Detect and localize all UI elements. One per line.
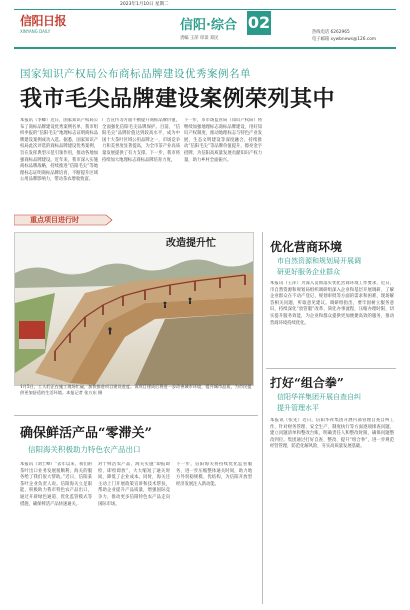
bottom-article-column-2: 对于鲜活农产品，海关实施“即报即检、即检即放”，大大缩短了通关时间，降低了企业成本。同时，海关还主动上门开展政策宣讲和技术帮扶，帮助企业提升产品质量，增强国际竞争力，推动更多信阳特色农产品走向国际市场。 <box>98 462 170 507</box>
contact-email: 电子邮箱 xywbnews@126.com <box>312 37 377 42</box>
article-headline: 我市毛尖品牌建设案例荣列其中 <box>20 86 336 112</box>
bottom-article-headline: 确保鲜活产品“零滞关” <box>20 426 152 441</box>
right-article-headline: 优化营商环境 <box>270 240 343 254</box>
column-divider <box>262 232 263 604</box>
contact-phone: 热线电话 6262965 <box>312 30 350 35</box>
feature-banner-label: 重点项目进行时 <box>30 216 79 224</box>
right-article-subhead-2: 研更好服务企业群众 <box>277 268 340 276</box>
article-column-1: 本报讯（李卿）近日，国家知识产权局公布了商标品牌建设优秀案例名单，我市组织申报的“信阳毛尖”地理标志证明商标品牌建设案例成功入选。据悉，国家知识产权局此次评选的商标品牌建设优秀案例，旨在发挥典型示范引领作用，推动各地加强商标品牌建设。近年来，我市深入实施商标品牌战略，持续推进“信阳毛尖”等地理标志证明商标品牌培育，不断提升区域公用品牌影响力，带动茶农增收致富。 <box>20 118 98 183</box>
page-number: 02 <box>247 11 271 35</box>
right-article-body: 本报讯（王萍）为深入贯彻落实优化营商环境工作要求，近日，市自然资源和规划局组织调研组深入企业和基层开展调研，了解企业群众在不动产登记、规划审批等方面的需求和困难，现场解答相关问题，听取意见建议。调研组指出，要牢固树立服务意识，持续深化“放管服”改革，简化办事流程，压缩办理时限，切实提升服务效能，为企业和群众提供更加便捷高效的服务，推动营商环境持续优化。 <box>270 281 394 326</box>
right-article-subhead: 市自然资源和规划局开展调 <box>277 257 361 265</box>
right-article-2-subhead-2: 提升管理水平 <box>277 404 319 412</box>
right-article-2-headline: 打好“组合拳” <box>270 376 344 390</box>
bottom-article-subhead: 信阳海关积极助力特色农产品出口 <box>28 445 141 454</box>
photo-caption: 1月5日，工人们正在施工现场忙碌，加快推进项目建设进度。该项目建成后将进一步改善城市环境，提升城市品质，为市民提供更加舒适的生活环境。本报记者 张万东 摄 <box>20 384 252 396</box>
section-title: 信阳·综合 <box>180 18 237 33</box>
contact-info <box>312 29 376 43</box>
header-bottom-rule <box>14 47 396 49</box>
issue-date: 2023年1月10日 星期二 <box>120 2 169 7</box>
right-article-2-subhead: 信阳华祥集团开展自查自纠 <box>277 393 361 401</box>
logo-text: 信阳日报 <box>20 14 67 28</box>
logo-subtext: XINYANG DAILY <box>20 29 51 34</box>
section-divider <box>14 415 258 416</box>
bottom-article-column-3: 下一步，信阳海关将持续优化监管服务，进一步压缩整体通关时间，助力地方外贸稳规模、优结构，为信阳开放型经济发展注入新动能。 <box>176 462 252 487</box>
newspaper-logo <box>20 12 110 34</box>
construction-scene <box>15 233 253 385</box>
feature-title: 改造提升忙 <box>166 238 216 249</box>
article-column-2: 广告宣传等方面不断提升商标品牌价值，全面强化信阳毛尖品牌保护。目前，“信阳毛尖”品牌价值达到较高水平，成为中国十大茶叶区域公用品牌之一，市场竞争力和美誉度显著提高，为全市茶产业高质量发展提供了有力支撑。下一步，我市将持续加大地理标志商标品牌培育力度。 <box>102 118 180 163</box>
article-kicker: 国家知识产权局公布商标品牌建设优秀案例名单 <box>20 68 251 80</box>
news-photo <box>14 232 254 386</box>
right-divider <box>266 368 396 369</box>
right-article-2-body: 本报讯（张先）近日，信阳华祥集团开展内部管理自查自纠工作，针对财务管理、安全生产、制度执行等方面逐项排查问题，建立问题清单和整改台账，明确责任人和整改时限，确保问题整改到位。集团通过打好自查、整改、提升“组合拳”，进一步规范经营管理，防范化解风险，夯实高质量发展基础。 <box>270 418 394 450</box>
article-column-3: 下一步，市市场监管局（知识产权局）将继续加强地理标志商标品牌建设，用好知识产权制度，推动地理标志与特色产业发展、生态文明建设等深度融合，持续推动“信阳毛尖”等品牌价值提升，擦亮金字招牌，为信阳高质量发展贡献知识产权力量，助力乡村全面振兴。 <box>184 118 262 163</box>
feature-banner <box>14 213 114 227</box>
bottom-article-column-1: 本报讯（刘士峰）“去年以来，我们的茶叶出口业务发展很顺利，海关的服务给了我们很大帮助。”近日，信阳某茶叶企业负责人说。信阳海关立足职能，积极助力我市特色农产品出口，通过开辟绿色通道、优化监管模式等措施，确保鲜活产品快速通关。 <box>20 462 92 507</box>
editor-credits: 责编 王萍 审读 邓民 <box>180 36 219 41</box>
header-top-rule <box>14 9 396 10</box>
